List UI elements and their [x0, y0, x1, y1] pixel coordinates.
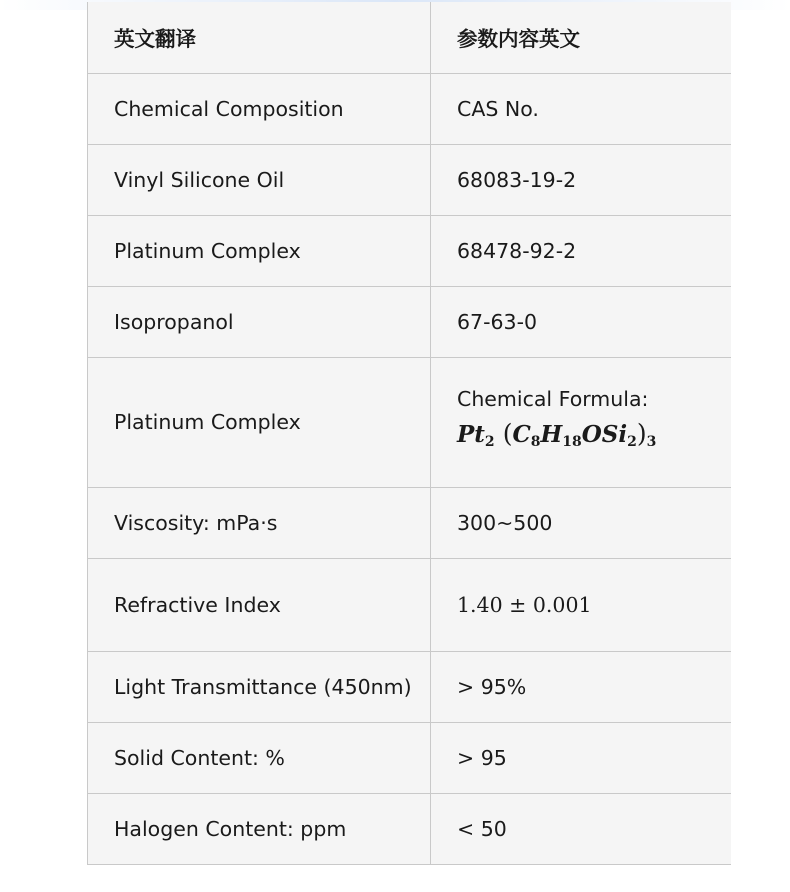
row-value: 300~500 [431, 487, 731, 558]
formula-label: Chemical Formula: [457, 387, 649, 411]
spec-table [87, 2, 731, 865]
row-value: 68083-19-2 [431, 144, 731, 215]
table-row [88, 286, 731, 357]
formula-h: H [540, 421, 563, 448]
row-value: CAS No. [431, 73, 731, 144]
chemical-formula: $Pt_2$ $(C_8H_{18}OSi_2)_3$ [457, 419, 657, 450]
formula-c: C [512, 421, 531, 448]
header-col-english-translation: 英文翻译 [88, 2, 431, 73]
row-label: Light Transmittance (450nm) [88, 651, 431, 722]
row-value: > 95% [431, 651, 731, 722]
header-col-parameter-content: 参数内容英文 [431, 2, 731, 73]
table-row [88, 144, 731, 215]
row-label: Solid Content: % [88, 722, 431, 793]
table-row [88, 793, 731, 864]
table-row [88, 215, 731, 286]
row-label: Platinum Complex [88, 357, 431, 487]
table-row [88, 73, 731, 144]
formula-pt: Pt [457, 421, 485, 448]
row-label: Isopropanol [88, 286, 431, 357]
row-value: 67-63-0 [431, 286, 731, 357]
row-label: Viscosity: mPa·s [88, 487, 431, 558]
row-value: < 50 [431, 793, 731, 864]
formula-c-sub: 8 [530, 434, 541, 450]
formula-osi: OSi [581, 421, 628, 448]
formula-si-sub: 2 [627, 434, 637, 450]
row-label: Halogen Content: ppm [88, 793, 431, 864]
table-row [88, 722, 731, 793]
row-label: Chemical Composition [88, 73, 431, 144]
table-header-row [88, 2, 731, 73]
formula-outer-sub: 3 [646, 434, 657, 450]
formula-pt-sub: 2 [484, 434, 495, 450]
table-row [88, 487, 731, 558]
row-value: 68478-92-2 [431, 215, 731, 286]
table-row [88, 558, 731, 651]
row-label: Vinyl Silicone Oil [88, 144, 431, 215]
row-value-formula [431, 357, 731, 487]
table-row [88, 651, 731, 722]
row-label: Platinum Complex [88, 215, 431, 286]
table-row [88, 357, 731, 487]
row-label: Refractive Index [88, 558, 431, 651]
row-value: > 95 [431, 722, 731, 793]
formula-h-sub: 18 [562, 434, 582, 450]
row-value-math: 1.40 ± 0.001 [431, 558, 731, 651]
spec-table-container [87, 2, 730, 865]
